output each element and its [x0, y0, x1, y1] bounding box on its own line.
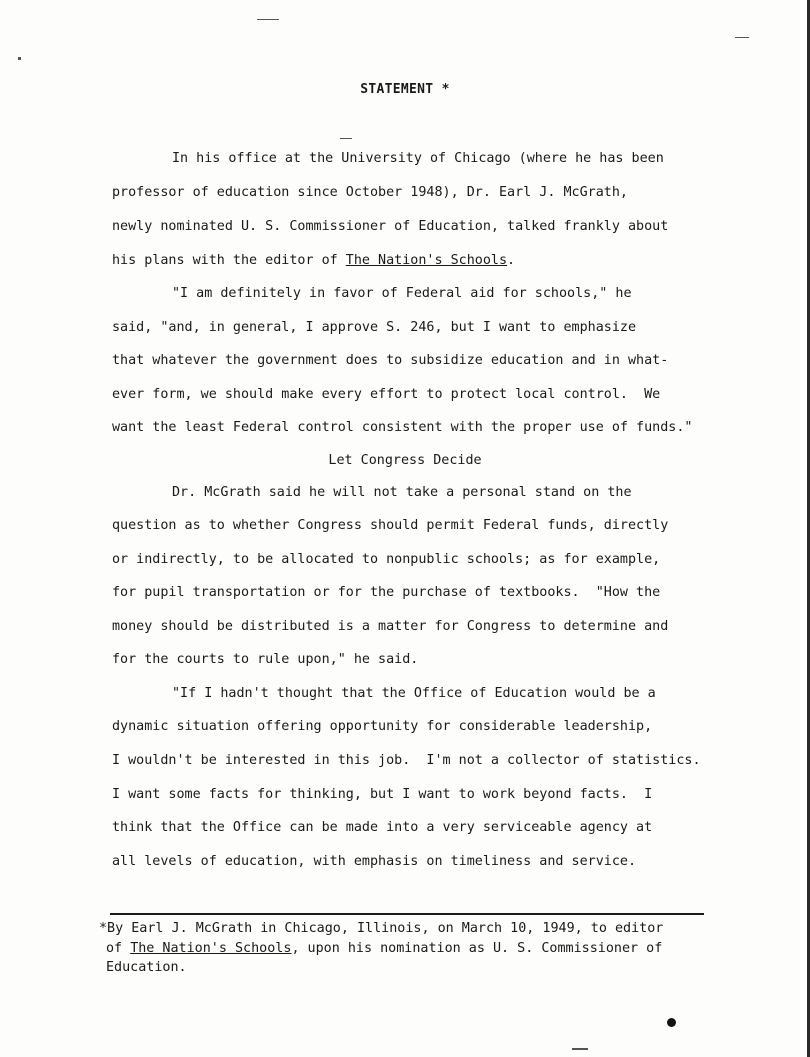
footnote-line-2: [106, 941, 662, 957]
paragraph-1-line-2: professor of education since October 1948), Dr. Earl J. McGrath,: [112, 185, 628, 200]
paragraph-4-line-5: think that the Office can be made into a very serviceable agency at: [112, 820, 653, 835]
paragraph-2-line-1: "I am definitely in favor of Federal aid for schools," he: [172, 286, 632, 301]
paragraph-4-line-3: I wouldn't be interested in this job. I'm not a collector of statistics.: [112, 753, 701, 768]
footnote-publication-title: The Nation's Schools: [130, 941, 292, 956]
paragraph-1-line-4-end: .: [507, 253, 516, 268]
paragraph-1-line-3: newly nominated U. S. Commissioner of Education, talked frankly about: [112, 219, 669, 234]
paragraph-4-line-1: "If I hadn't thought that the Office of Education would be a: [172, 686, 656, 701]
paragraph-1-line-4: [112, 253, 515, 269]
paragraph-2-line-3: that whatever the government does to subsidize education and in what-: [112, 353, 669, 368]
footnote-line-2-start: of: [106, 941, 131, 956]
paragraph-2-line-4: ever form, we should make every effort to protect local control. We: [112, 387, 661, 402]
paragraph-3-line-5: money should be distributed is a matter for Congress to determine and: [112, 619, 669, 634]
paragraph-2-line-5: want the least Federal control consistent with the proper use of funds.": [112, 420, 693, 435]
document-title: [0, 82, 810, 97]
footnote-separator-rule: [110, 913, 704, 915]
footnote-line-3: Education.: [106, 960, 187, 975]
paragraph-4-line-4: I want some facts for thinking, but I want to work beyond facts. I: [112, 787, 653, 802]
scan-speck: [735, 37, 749, 38]
paragraph-4-line-2: dynamic situation offering opportunity for considerable leadership,: [112, 719, 653, 734]
scan-speck: [340, 138, 352, 139]
publication-title: The Nation's Schools: [345, 253, 508, 268]
paragraph-3-line-3: or indirectly, to be allocated to nonpublic schools; as for example,: [112, 552, 661, 567]
title-footnote-marker: *: [441, 82, 450, 97]
paragraph-3-line-6: for the courts to rule upon," he said.: [112, 652, 419, 667]
ink-blot-mark: [667, 1018, 676, 1027]
paragraph-3-line-2: question as to whether Congress should permit Federal funds, directly: [112, 518, 669, 533]
scan-speck: [257, 19, 279, 20]
paragraph-3-line-1: Dr. McGrath said he will not take a personal stand on the: [172, 485, 632, 500]
paragraph-2-line-2: said, "and, in general, I approve S. 246, but I want to emphasize: [112, 320, 637, 335]
footnote-line-1: *By Earl J. McGrath in Chicago, Illinois, on March 10, 1949, to editor: [99, 921, 664, 936]
section-subheading: Let Congress Decide: [328, 453, 482, 468]
footnote-line-2-end: , upon his nomination as U. S. Commissioner of: [291, 941, 663, 956]
title-text: STATEMENT: [360, 82, 434, 97]
scan-speck: [18, 57, 21, 60]
paragraph-1-line-1: In his office at the University of Chicago (where he has been: [172, 151, 664, 166]
paragraph-1-line-4-start: his plans with the editor of: [112, 253, 346, 268]
paragraph-3-line-4: for pupil transportation or for the purchase of textbooks. "How the: [112, 585, 661, 600]
paragraph-4-line-6: all levels of education, with emphasis on timeliness and service.: [112, 854, 637, 869]
scan-speck: [572, 1048, 588, 1050]
